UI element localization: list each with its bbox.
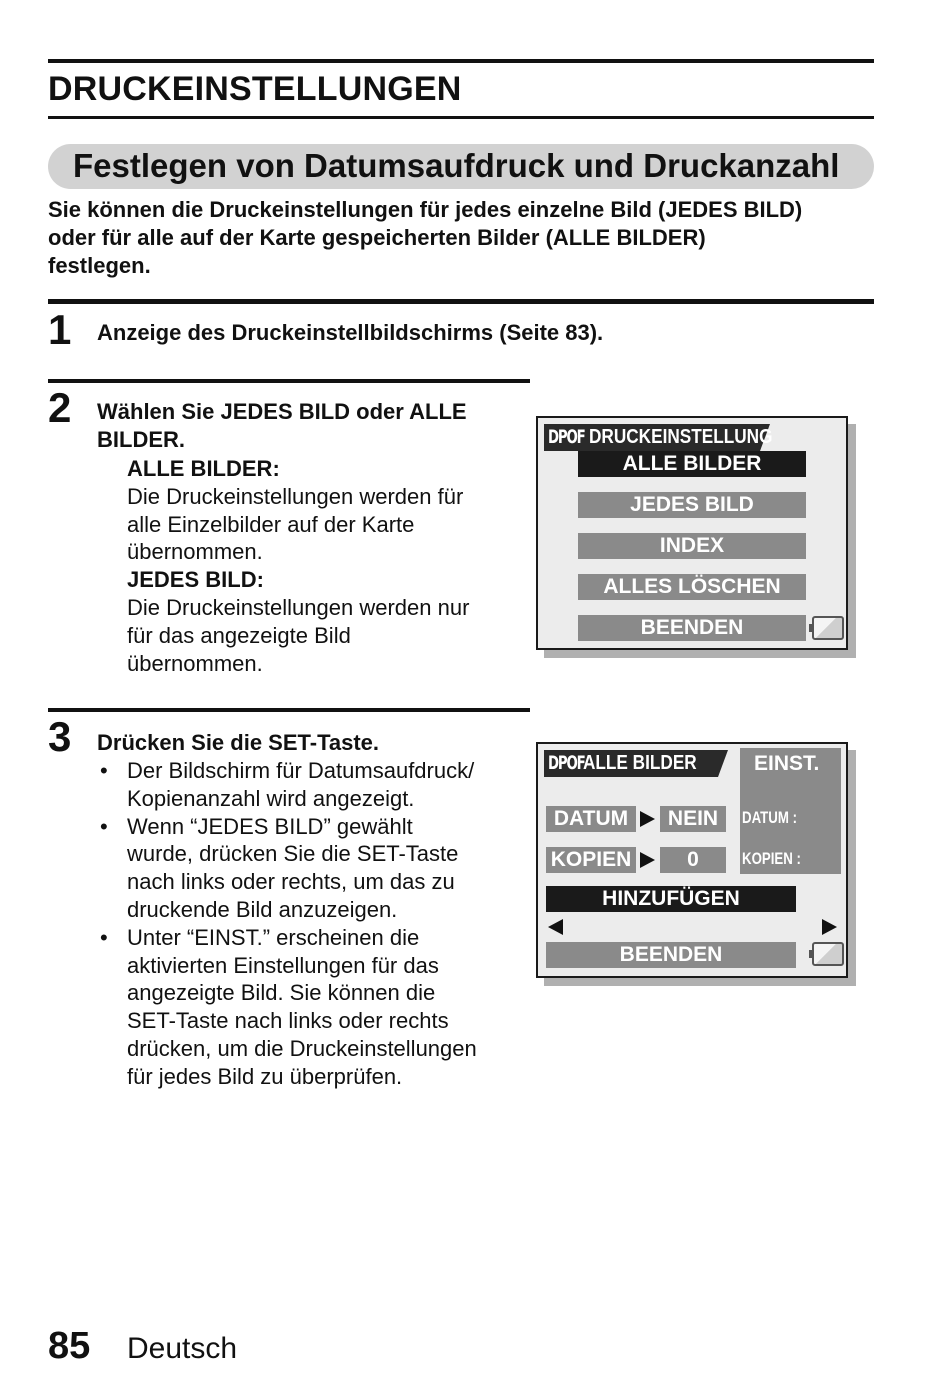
bullet-item — [98, 924, 538, 1091]
bullet-line: wurde, drücken Sie die SET-Taste — [127, 841, 459, 867]
bullet-line: nach links oder rechts, um das zu — [127, 869, 455, 895]
page-title: DRUCKEINSTELLUNGEN — [48, 70, 462, 108]
menu-item-index[interactable]: INDEX — [578, 533, 806, 559]
beenden-button[interactable]: BEENDEN — [546, 942, 796, 968]
intro-line: festlegen. — [48, 253, 151, 278]
step2-options — [127, 455, 469, 677]
step1-number: 1 — [48, 306, 72, 353]
screen2-banner-text: ALLE BILDER — [583, 752, 697, 774]
einst-kopien-label: KOPIEN : — [742, 849, 801, 868]
kopien-value[interactable]: 0 — [660, 847, 726, 873]
kopien-label: KOPIEN — [546, 847, 636, 873]
bullet-line: SET-Taste nach links oder rechts — [127, 1008, 449, 1034]
dpof-logo: DPOF — [548, 426, 585, 448]
step2-rule — [48, 379, 530, 383]
option-text-line: für das angezeigte Bild — [127, 622, 351, 648]
menu-item-jedes-bild[interactable]: JEDES BILD — [578, 492, 806, 518]
bullet-dot: • — [100, 758, 108, 783]
bullet-line: druckende Bild anzuzeigen. — [127, 896, 398, 922]
battery-icon — [812, 616, 844, 640]
step2-title — [97, 398, 467, 454]
bullet-line: aktivierten Einstellungen für das — [127, 952, 439, 978]
option-text-line: übernommen. — [127, 539, 263, 565]
menu-item-alles-loeschen[interactable]: ALLES LÖSCHEN — [578, 574, 806, 600]
header-top-rule — [48, 59, 874, 63]
bullet-line: angezeigte Bild. Sie können die — [127, 980, 436, 1006]
option-label-jedes-bild: JEDES BILD: — [127, 567, 264, 593]
datum-label: DATUM — [546, 806, 636, 832]
bullet-item — [98, 757, 538, 813]
bullet-line: Kopienanzahl wird angezeigt. — [127, 785, 415, 811]
page-language: Deutsch — [127, 1332, 238, 1365]
step1-rule — [48, 299, 874, 304]
step2-number: 2 — [48, 384, 72, 431]
page-number: 85 — [48, 1325, 91, 1367]
screen1-banner-text: DRUCKEINSTELLUNG — [589, 426, 773, 448]
camera-screen-date-copies — [536, 742, 848, 978]
step2-title-line: Wählen Sie JEDES BILD oder ALLE — [97, 399, 467, 424]
step3-rule — [48, 708, 530, 712]
option-label-alle-bilder: ALLE BILDER: — [127, 456, 280, 481]
bullet-line: drücken, um die Druckeinstellungen — [127, 1035, 477, 1061]
step3-number: 3 — [48, 713, 72, 760]
option-text-line: übernommen. — [127, 650, 263, 676]
step3-bullets — [98, 757, 538, 1091]
menu-item-alle-bilder[interactable]: ALLE BILDER — [578, 451, 806, 477]
datum-arrow-right-icon[interactable] — [640, 811, 655, 827]
bullet-line: Der Bildschirm für Datumsaufdruck/ — [127, 758, 475, 783]
intro-line: oder für alle auf der Karte gespeicherten Bilder (ALLE BILDER) — [48, 225, 706, 250]
dpof-logo: DPOF — [548, 752, 585, 774]
previous-image-arrow-icon[interactable] — [548, 919, 563, 935]
bullet-line: Wenn “JEDES BILD” gewählt — [127, 813, 413, 839]
camera-screen-print-settings — [536, 416, 848, 650]
bullet-line: Unter “EINST.” erscheinen die — [127, 924, 420, 950]
section-title: Festlegen von Datumsaufdruck und Druckanzahl — [73, 147, 840, 184]
einst-datum-label: DATUM : — [742, 808, 797, 827]
hinzufuegen-button[interactable]: HINZUFÜGEN — [546, 886, 796, 912]
next-image-arrow-icon[interactable] — [822, 919, 837, 935]
bullet-dot: • — [100, 924, 108, 950]
step3-title: Drücken Sie die SET-Taste. — [97, 730, 380, 755]
option-text-line: alle Einzelbilder auf der Karte — [127, 511, 415, 537]
option-text-line: Die Druckeinstellungen werden für — [127, 483, 464, 509]
battery-icon — [812, 942, 844, 966]
step1-title: Anzeige des Druckeinstellbildschirms (Seite 83). — [97, 320, 604, 345]
intro-text — [48, 196, 888, 280]
bullet-dot: • — [100, 813, 108, 839]
option-text-line: Die Druckeinstellungen werden nur — [127, 594, 470, 620]
step2-title-line: BILDER. — [97, 427, 185, 452]
intro-line: Sie können die Druckeinstellungen für jedes einzelne Bild (JEDES BILD) — [48, 197, 803, 222]
datum-value[interactable]: NEIN — [660, 806, 726, 832]
kopien-arrow-right-icon[interactable] — [640, 852, 655, 868]
section-title-pill — [48, 144, 874, 189]
einst-title: EINST. — [754, 752, 820, 775]
bullet-item — [98, 813, 538, 924]
bullet-line: für jedes Bild zu überprüfen. — [127, 1063, 403, 1089]
menu-item-beenden[interactable]: BEENDEN — [578, 615, 806, 641]
header-bottom-rule — [48, 116, 874, 119]
